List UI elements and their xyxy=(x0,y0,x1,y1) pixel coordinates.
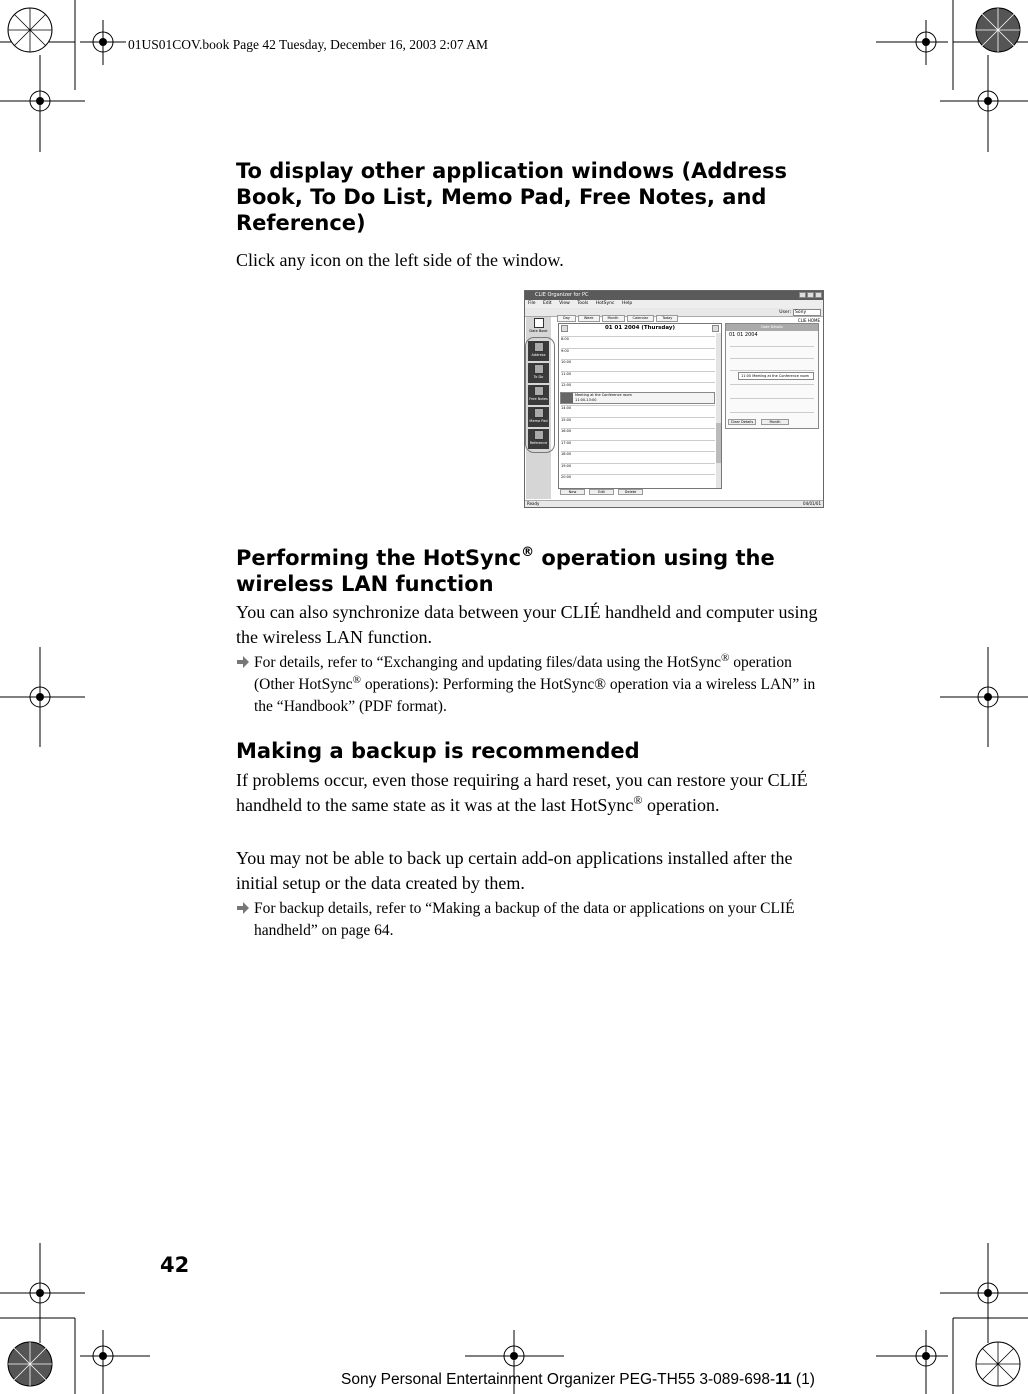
status-bar xyxy=(525,500,823,507)
details-buttons xyxy=(728,419,789,425)
page-number: 42 xyxy=(160,1253,190,1277)
tab-week[interactable]: Week xyxy=(578,315,600,322)
clear-details-button[interactable]: Clear Details xyxy=(728,419,756,425)
section-body-backup: If problems occur, even those requiring a hard reset, you can restore your CLIÉ handheld to the same state as it was at the last HotSync® operation. xyxy=(236,770,808,815)
close-button[interactable] xyxy=(815,292,822,298)
sidebar-item-memopad[interactable]: Memo Pad xyxy=(528,407,549,427)
tab-calendar[interactable]: Calendar xyxy=(627,315,655,322)
print-header-stamp: 01US01COV.book Page 42 Tuesday, December 16, 2003 2:07 AM xyxy=(128,37,488,52)
day-header-date: 01 01 2004 (Thursday) xyxy=(604,325,676,331)
hour-row[interactable] xyxy=(561,451,715,452)
hour-label: 17:00 xyxy=(561,440,572,445)
clie-home-link[interactable]: CLIE HOME xyxy=(797,318,820,323)
hour-label: 10:00 xyxy=(561,360,572,364)
menu-file[interactable]: File xyxy=(528,301,536,306)
prev-day-button[interactable] xyxy=(561,325,568,332)
delete-button[interactable]: Delete xyxy=(618,489,643,495)
page-footer: Sony Personal Entertainment Organizer PEG-TH55 3-089-698-11 (1) xyxy=(341,1371,815,1388)
user-select[interactable]: Sony xyxy=(793,309,821,316)
details-title: Date Details xyxy=(726,324,818,331)
hour-label: 11:00 xyxy=(561,371,572,376)
hour-row[interactable] xyxy=(561,336,715,337)
status-text: Ready xyxy=(527,501,540,506)
details-event[interactable]: 11:00 Meeting at the Conference room xyxy=(738,372,814,380)
hour-row[interactable] xyxy=(561,348,715,349)
window-title: CLIE Organizer for PC xyxy=(535,292,589,298)
hour-label: 12:00 xyxy=(561,383,572,387)
menu-view[interactable]: View xyxy=(559,301,570,306)
section-heading-backup: Making a backup is recommended xyxy=(236,739,640,763)
hour-label: 18:00 xyxy=(561,452,572,456)
menu-help[interactable]: Help xyxy=(621,301,633,306)
new-button[interactable]: New xyxy=(560,489,585,495)
view-tabs xyxy=(557,315,678,322)
highlight-oval xyxy=(525,337,555,453)
hour-row[interactable] xyxy=(561,428,715,429)
menu-bar xyxy=(525,300,823,308)
minimize-button[interactable] xyxy=(799,292,806,298)
event-time: 11:00-13:00 xyxy=(575,398,597,402)
sidebar-item-datebook[interactable]: Date Book xyxy=(528,317,549,337)
hour-label: 8:00 xyxy=(561,337,569,341)
note-hotsync: For details, refer to “Exchanging and updating files/data using the HotSync® operation (Other HotSync® operations): Performing the HotSync® operation via a wireless LAN” in the “Handbook” (PDF format). xyxy=(236,652,824,718)
sidebar-item-freenotes[interactable]: Free Notes xyxy=(528,385,549,405)
organizer-screenshot xyxy=(524,290,824,508)
hour-row[interactable] xyxy=(561,405,715,406)
tab-day[interactable]: Day xyxy=(557,315,576,322)
day-buttons xyxy=(560,489,643,495)
hour-label: 15:00 xyxy=(561,417,572,422)
section-heading-app-windows: To display other application windows (Address Book, To Do List, Memo Pad, Free Notes, and Reference) xyxy=(236,159,787,235)
section-body-hotsync: You can also synchronize data between your CLIÉ handheld and computer using the wireless LAN function. xyxy=(236,602,818,647)
event-title: Meeting at the Conference room xyxy=(575,393,632,397)
month-button[interactable]: Month xyxy=(761,419,789,425)
datebook-icon xyxy=(534,318,544,328)
arrow-right-icon xyxy=(236,901,250,915)
menu-tools[interactable]: Tools xyxy=(577,301,589,306)
sidebar-item-todo[interactable]: To Do xyxy=(528,363,549,383)
tab-month[interactable]: Month xyxy=(602,315,625,322)
calendar-event[interactable] xyxy=(560,392,715,404)
hour-row[interactable] xyxy=(561,417,715,418)
menu-edit[interactable]: Edit xyxy=(542,301,552,306)
hour-row[interactable] xyxy=(561,382,715,383)
menu-hotsync[interactable]: HotSync xyxy=(595,301,615,306)
arrow-right-icon xyxy=(236,655,250,669)
maximize-button[interactable] xyxy=(807,292,814,298)
user-label: User: xyxy=(779,310,791,315)
section-body-click-icon: Click any icon on the left side of the window. xyxy=(236,250,564,270)
section-body-addon: You may not be able to back up certain add-on applications installed after the initial setup or the data created by them. xyxy=(236,848,793,893)
hour-label: 16:00 xyxy=(561,429,572,433)
hour-row[interactable] xyxy=(561,474,715,475)
hour-row[interactable] xyxy=(561,463,715,464)
sidebar-item-address[interactable]: Address xyxy=(528,341,549,361)
details-pane xyxy=(725,323,819,429)
day-header xyxy=(559,324,721,333)
window-titlebar xyxy=(525,291,823,300)
hour-row[interactable] xyxy=(561,359,715,360)
hour-row[interactable] xyxy=(561,440,715,441)
day-scrollbar[interactable] xyxy=(716,333,721,488)
hour-label: 9:00 xyxy=(561,348,569,353)
next-day-button[interactable] xyxy=(712,325,719,332)
details-date: 01 01 2004 xyxy=(729,332,758,338)
sidebar-item-reference[interactable]: Reference xyxy=(528,429,549,449)
hour-label: 19:00 xyxy=(561,463,572,468)
hour-row[interactable] xyxy=(561,371,715,372)
hour-label: 14:00 xyxy=(561,406,572,410)
day-view xyxy=(558,323,722,489)
note-backup: For backup details, refer to “Making a backup of the data or applications on your CLIÉ handheld” on page 64. xyxy=(236,898,834,942)
section-heading-hotsync: Performing the HotSync® operation using the wireless LAN function xyxy=(236,545,775,596)
tab-today[interactable]: Today xyxy=(656,315,678,322)
status-date: 04/01/01 xyxy=(803,501,821,506)
edit-button[interactable]: Edit xyxy=(589,489,614,495)
hour-label: 20:00 xyxy=(561,475,572,479)
